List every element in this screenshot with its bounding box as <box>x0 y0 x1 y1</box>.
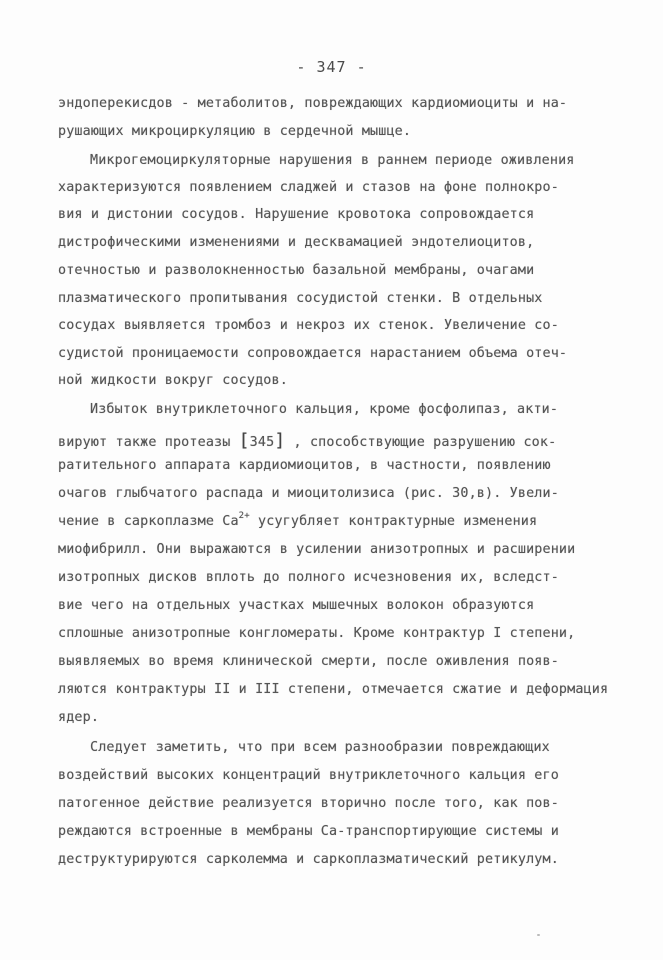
text-line: сплошные анизотропные конгломераты. Кроме контрактур I степени, <box>58 626 576 641</box>
text-fragment: , способствующие разрушению сок- <box>293 435 557 450</box>
text-line: характеризуются появлением сладжей и стазов на фоне полнокро- <box>58 180 559 195</box>
superscript-charge: 2+ <box>238 511 250 521</box>
text-line-with-citation <box>58 430 556 451</box>
text-line: ной жидкости вокруг сосудов. <box>58 373 288 388</box>
paragraph-start-line: Следует заметить, что при всем разнообразии повреждающих <box>90 740 550 755</box>
text-line: рушающих микроциркуляцию в сердечной мышце. <box>58 124 412 139</box>
text-line: судистой проницаемости сопровождается нарастанием объема отеч- <box>58 346 568 361</box>
paragraph-start-line: Микрогемоциркуляторные нарушения в раннем периоде оживления <box>90 153 575 168</box>
text-line: плазматического пропитывания сосудистой стенки. В отдельных <box>58 291 543 306</box>
text-line: отечностью и разволокненностью базальной мембраны, очагами <box>58 263 535 278</box>
text-line: деструктурируются сарколемма и саркоплазматический ретикулум. <box>58 852 559 867</box>
text-line: очагов глыбчатого распада и миоцитолизиса (рис. 30,в). Увели- <box>58 486 559 501</box>
text-line: вие чего на отдельных участках мышечных волокон образуются <box>58 598 535 613</box>
text-line: ляются контрактуры II и III степени, отмечается сжатие и деформация <box>58 682 609 697</box>
text-line: изотропных дисков вплоть до полного исчезновения их, вследст- <box>58 570 559 585</box>
text-line: эндоперекисдов - метаболитов, повреждающих кардиомиоциты и на- <box>58 96 568 111</box>
text-line: патогенное действие реализуется вторично после того, как пов- <box>58 796 559 811</box>
text-line: дистрофическими изменениями и десквамацией эндотелиоцитов, <box>58 235 535 250</box>
text-line: миофибрилл. Они выражаются в усилении анизотропных и расширении <box>58 542 576 557</box>
paragraph-start-line: Избыток внутриклеточного кальция, кроме фосфолипаз, акти- <box>90 402 559 417</box>
text-line: выявляемых во время клинической смерти, после оживления появ- <box>58 654 559 669</box>
text-fragment: чение в саркоплазме Ca <box>58 514 239 529</box>
scan-speck <box>537 934 540 936</box>
text-line: воздействий высоких концентраций внутриклеточного кальция его <box>58 768 559 783</box>
text-fragment: вируют также протеазы <box>58 435 231 450</box>
citation-close-bracket: ] <box>274 430 286 451</box>
text-line-with-superscript <box>58 511 538 529</box>
text-fragment: усугубляет контрактурные изменения <box>249 514 538 529</box>
text-line: реждаются встроенные в мембраны Ca-транспортирующие системы и <box>58 824 559 839</box>
citation-number: 345 <box>249 435 275 450</box>
text-line: вия и дистонии сосудов. Нарушение кровотока сопровождается <box>58 207 535 222</box>
citation-open-bracket: [ <box>238 430 250 451</box>
text-line: ядер. <box>58 710 100 725</box>
page-number: - 347 - <box>296 58 367 76</box>
text-line: ратительного аппарата кардиомиоцитов, в частности, появлению <box>58 458 551 473</box>
text-line: сосудах выявляется тромбоз и некроз их стенок. Увеличение со- <box>58 318 559 333</box>
